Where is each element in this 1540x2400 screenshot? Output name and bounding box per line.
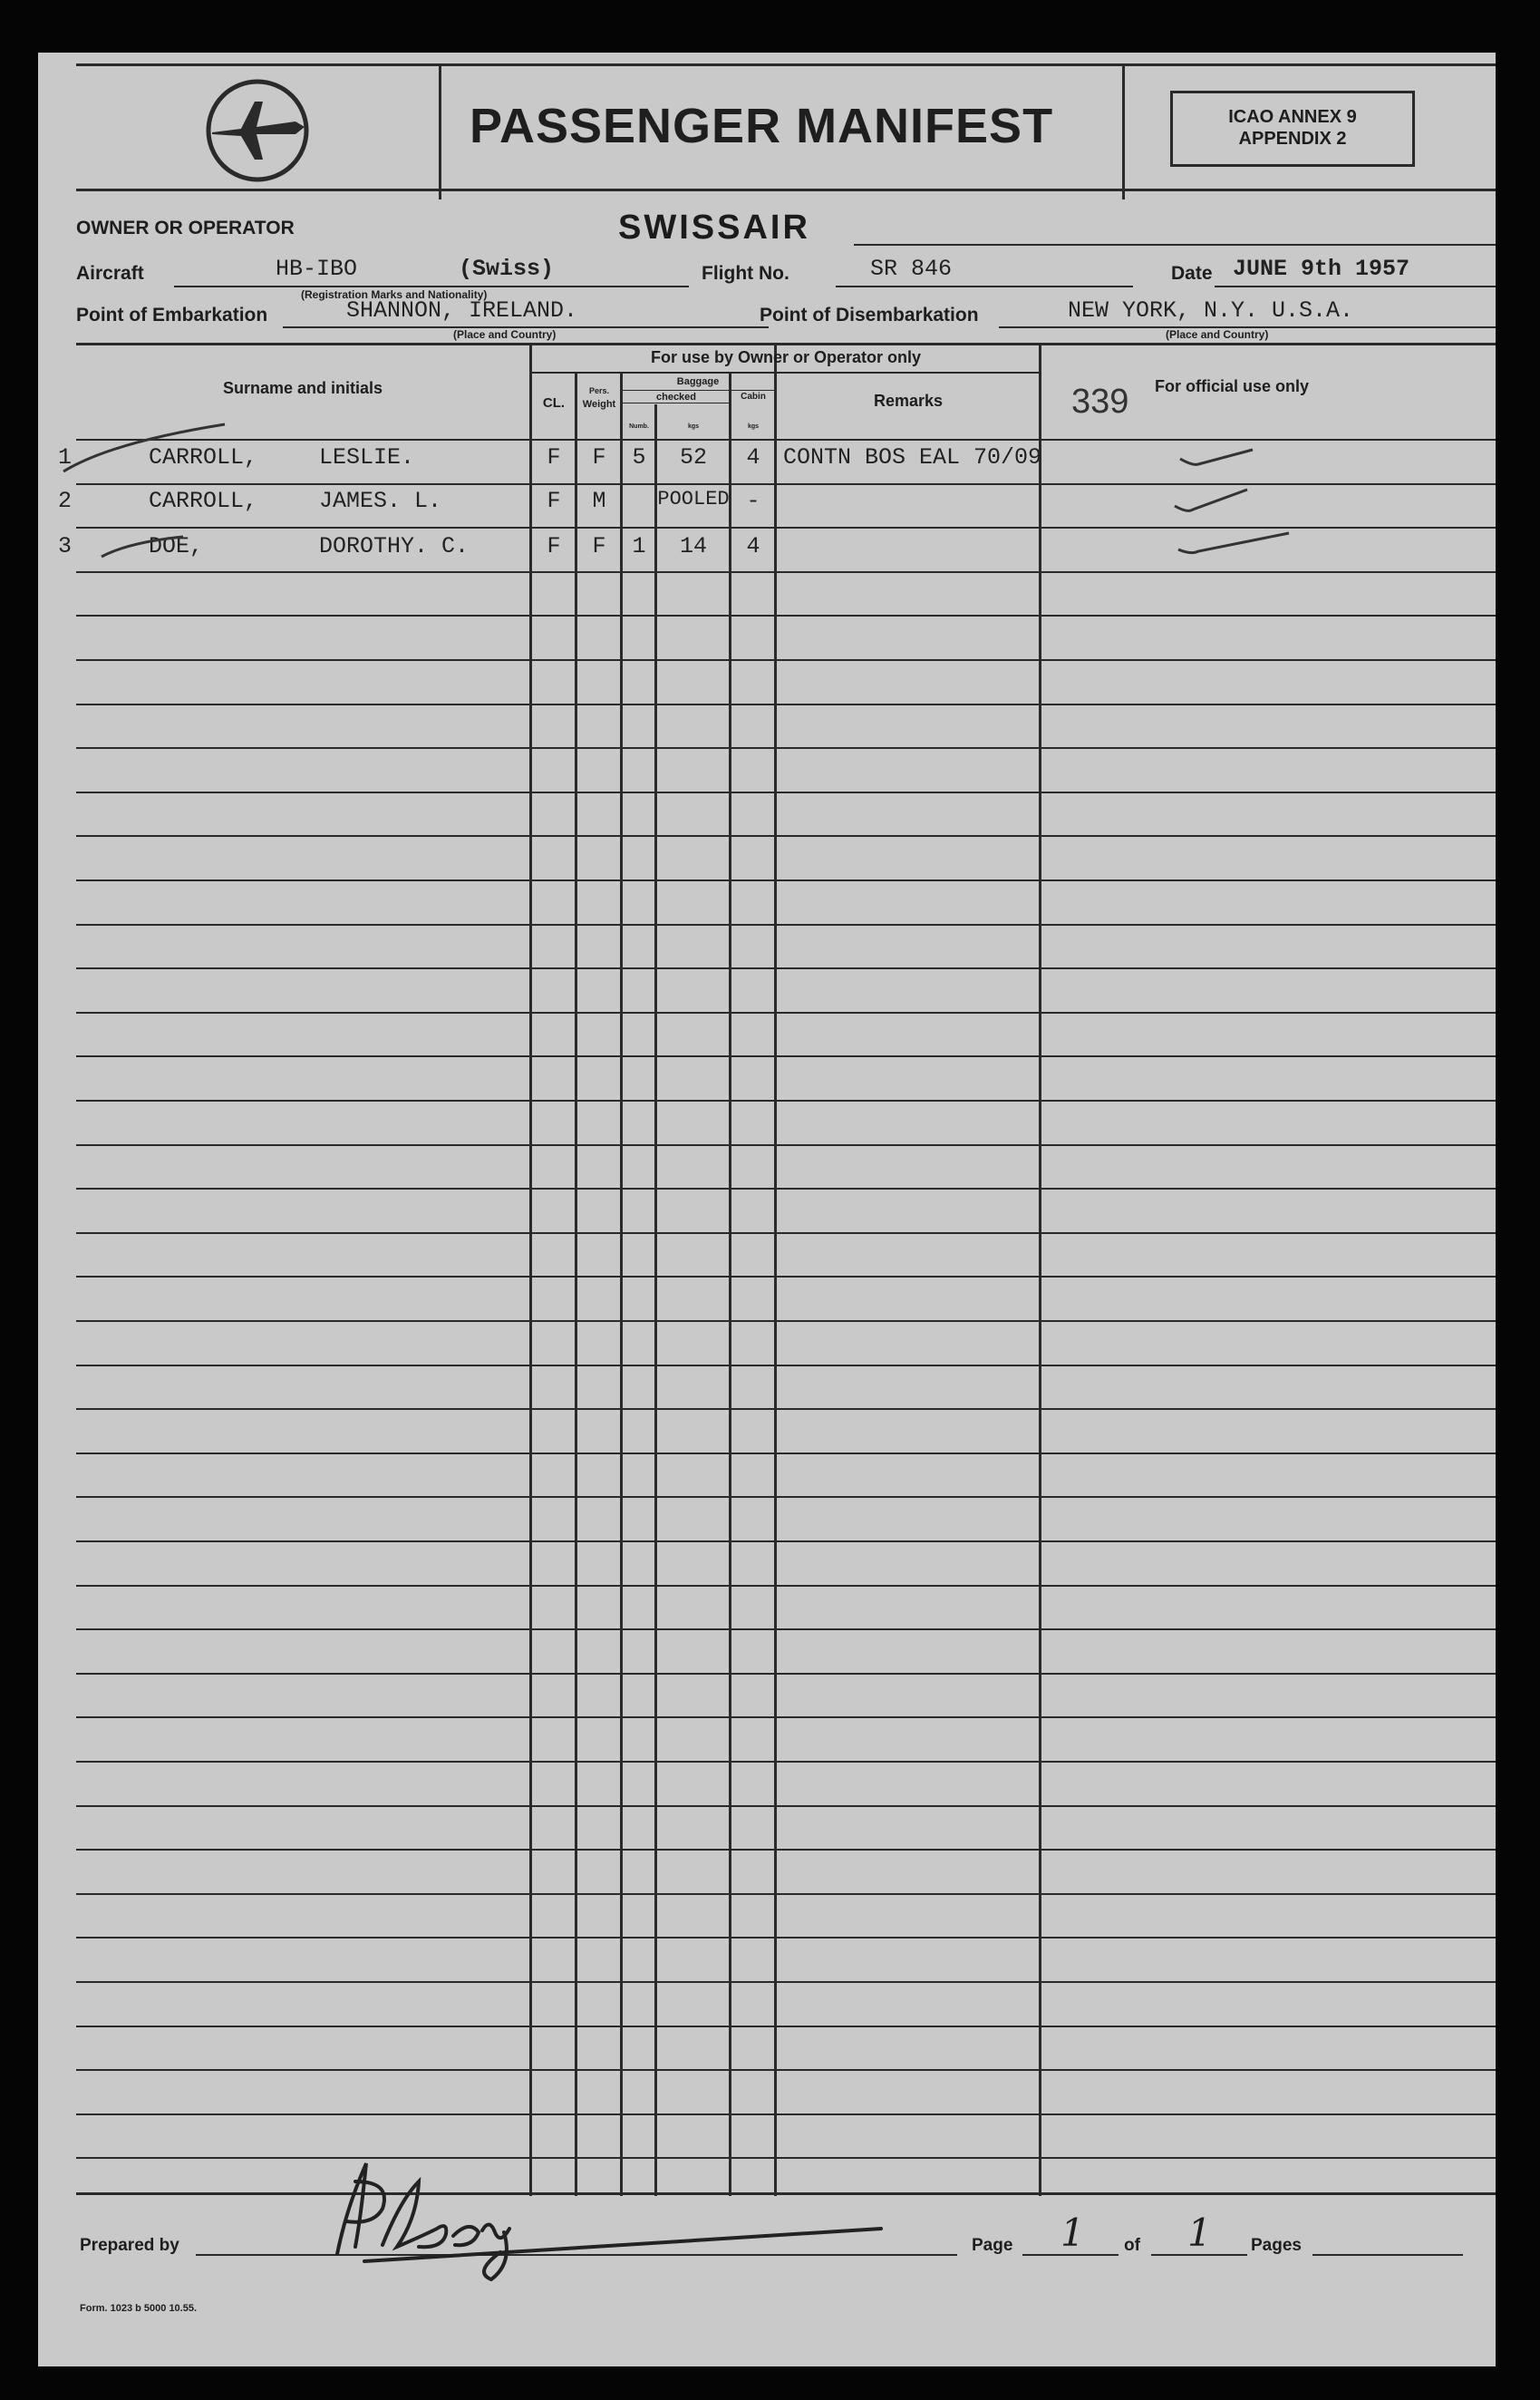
disembarkation-label: Point of Disembarkation <box>760 305 979 326</box>
table-divider <box>729 374 731 2196</box>
checked-header: checked <box>655 392 697 403</box>
table-row <box>76 1408 1496 1410</box>
prepared-by-label: Prepared by <box>80 2236 179 2255</box>
passenger-surname: CARROLL, <box>149 444 258 471</box>
kgs-header: kgs <box>687 423 700 430</box>
baggage-rule <box>620 390 774 391</box>
strike-marks-icon <box>56 406 274 560</box>
baggage-kgs: POOLED <box>657 488 730 510</box>
table-row <box>76 659 1496 661</box>
table-row <box>76 1761 1496 1763</box>
page-total: 1 <box>1187 2211 1212 2255</box>
table-row <box>76 1012 1496 1014</box>
table-divider <box>654 404 657 2196</box>
row-number: 1 <box>58 444 73 471</box>
table-row <box>76 1100 1496 1102</box>
disembarkation-caption: (Place and Country) <box>1166 328 1269 341</box>
airplane-logo-icon <box>205 78 310 183</box>
table-row <box>76 1673 1496 1675</box>
header-rule <box>76 189 1496 191</box>
owner-underline <box>854 244 1496 246</box>
flight-underline <box>836 286 1133 287</box>
signature <box>310 2145 963 2281</box>
table-row <box>76 967 1496 969</box>
table-row <box>76 747 1496 749</box>
baggage-count: 5 <box>632 444 646 471</box>
passenger-pers-weight: M <box>592 488 606 514</box>
passenger-given-names: JAMES. L. <box>319 488 442 514</box>
table-row <box>76 1055 1496 1057</box>
top-rule <box>76 63 1496 66</box>
table-row <box>76 1716 1496 1718</box>
baggage-kgs: 52 <box>679 444 707 471</box>
pages-label: Pages <box>1251 2236 1302 2255</box>
disembarkation-value: NEW YORK, N.Y. U.S.A. <box>1068 297 1354 324</box>
cabin-kgs-header: kgs <box>747 423 760 430</box>
surname-column-header: Surname and initials <box>222 379 383 397</box>
form-number: Form. 1023 b 5000 10.55. <box>80 2303 198 2314</box>
owner-label: OWNER OR OPERATOR <box>76 218 295 238</box>
owner-value: SWISSAIR <box>618 209 810 247</box>
passenger-remarks: CONTN BOS EAL 70/09 <box>783 444 1042 471</box>
passenger-class: F <box>547 444 561 471</box>
embarkation-caption: (Place and Country) <box>453 328 557 341</box>
date-label: Date <box>1171 263 1213 284</box>
icao-appendix: APPENDIX 2 <box>1238 129 1347 149</box>
aircraft-registration: HB-IBO <box>276 256 358 282</box>
of-label: of <box>1124 2236 1140 2255</box>
cabin-kgs: - <box>746 488 760 514</box>
row-number: 2 <box>58 488 73 514</box>
flight-number: SR 846 <box>870 256 953 282</box>
table-row <box>76 1188 1496 1190</box>
table-row <box>76 2026 1496 2027</box>
check-marks-icon <box>1171 433 1334 569</box>
cabin-kgs: 4 <box>746 533 760 559</box>
aircraft-caption: (Registration Marks and Nationality) <box>301 288 488 301</box>
baggage-count: 1 <box>632 533 646 559</box>
table-row <box>76 2069 1496 2071</box>
passenger-pers-weight: F <box>592 533 606 559</box>
table-row <box>76 1144 1496 1146</box>
table-divider <box>774 345 777 2196</box>
class-column-header: CL. <box>542 395 566 411</box>
pers-weight-header-2: Weight <box>582 399 616 410</box>
table-row <box>76 1981 1496 1983</box>
table-row <box>76 1849 1496 1851</box>
table-row <box>76 1937 1496 1938</box>
table-divider <box>620 374 623 2196</box>
page-title: PASSENGER MANIFEST <box>470 99 1054 153</box>
cabin-header: Cabin <box>741 392 766 402</box>
icao-reference-box <box>1170 91 1415 167</box>
table-row <box>76 1365 1496 1366</box>
table-divider <box>575 374 577 2196</box>
passenger-surname: CARROLL, <box>149 488 258 514</box>
table-divider <box>1039 345 1041 2196</box>
baggage-kgs: 14 <box>679 533 707 559</box>
table-row <box>76 1805 1496 1807</box>
flight-label: Flight No. <box>702 263 789 284</box>
baggage-header: Baggage <box>676 376 720 387</box>
aircraft-label: Aircraft <box>76 263 144 284</box>
row-number: 3 <box>58 533 73 559</box>
header-divider <box>439 63 441 199</box>
table-row <box>76 835 1496 837</box>
passenger-pers-weight: F <box>592 444 606 471</box>
table-row <box>76 1320 1496 1322</box>
table-row <box>76 1893 1496 1895</box>
table-row <box>76 1540 1496 1542</box>
passenger-surname: DOE, <box>149 533 204 559</box>
table-row <box>76 879 1496 881</box>
remarks-column-header: Remarks <box>873 392 944 410</box>
passenger-class: F <box>547 533 561 559</box>
passenger-given-names: DOROTHY. C. <box>319 533 470 559</box>
page-number: 1 <box>1061 2211 1085 2255</box>
embarkation-label: Point of Embarkation <box>76 305 268 326</box>
table-row <box>76 792 1496 793</box>
table-row <box>76 2113 1496 2115</box>
pages-underline <box>1312 2254 1463 2256</box>
table-row <box>76 704 1496 705</box>
table-row <box>76 615 1496 617</box>
date-value: JUNE 9th 1957 <box>1233 256 1410 282</box>
table-row <box>76 1628 1496 1630</box>
table-row <box>76 1585 1496 1587</box>
table-row <box>76 571 1496 573</box>
header-divider <box>1122 63 1125 199</box>
table-row <box>76 1232 1496 1234</box>
cabin-kgs: 4 <box>746 444 760 471</box>
aircraft-nationality: (Swiss) <box>459 256 555 282</box>
official-number: 339 <box>1071 383 1129 421</box>
table-row <box>76 1453 1496 1454</box>
table-row <box>76 924 1496 926</box>
table-row <box>76 1496 1496 1498</box>
manifest-paper <box>38 53 1496 2366</box>
table-divider <box>529 345 532 2196</box>
table-top-rule <box>76 343 1496 345</box>
date-underline <box>1215 286 1496 287</box>
owner-use-header: For use by Owner or Operator only <box>650 348 922 366</box>
number-header: Numb. <box>629 423 649 430</box>
embarkation-value: SHANNON, IRELAND. <box>346 297 578 324</box>
owner-use-rule <box>529 372 1041 374</box>
icao-annex: ICAO ANNEX 9 <box>1228 107 1357 127</box>
passenger-given-names: LESLIE. <box>319 444 415 471</box>
official-use-header: For official use only <box>1155 377 1310 395</box>
table-row <box>76 1276 1496 1278</box>
aircraft-underline <box>174 286 689 287</box>
pers-weight-header: Pers. <box>588 386 610 395</box>
page-label: Page <box>972 2236 1013 2255</box>
passenger-class: F <box>547 488 561 514</box>
